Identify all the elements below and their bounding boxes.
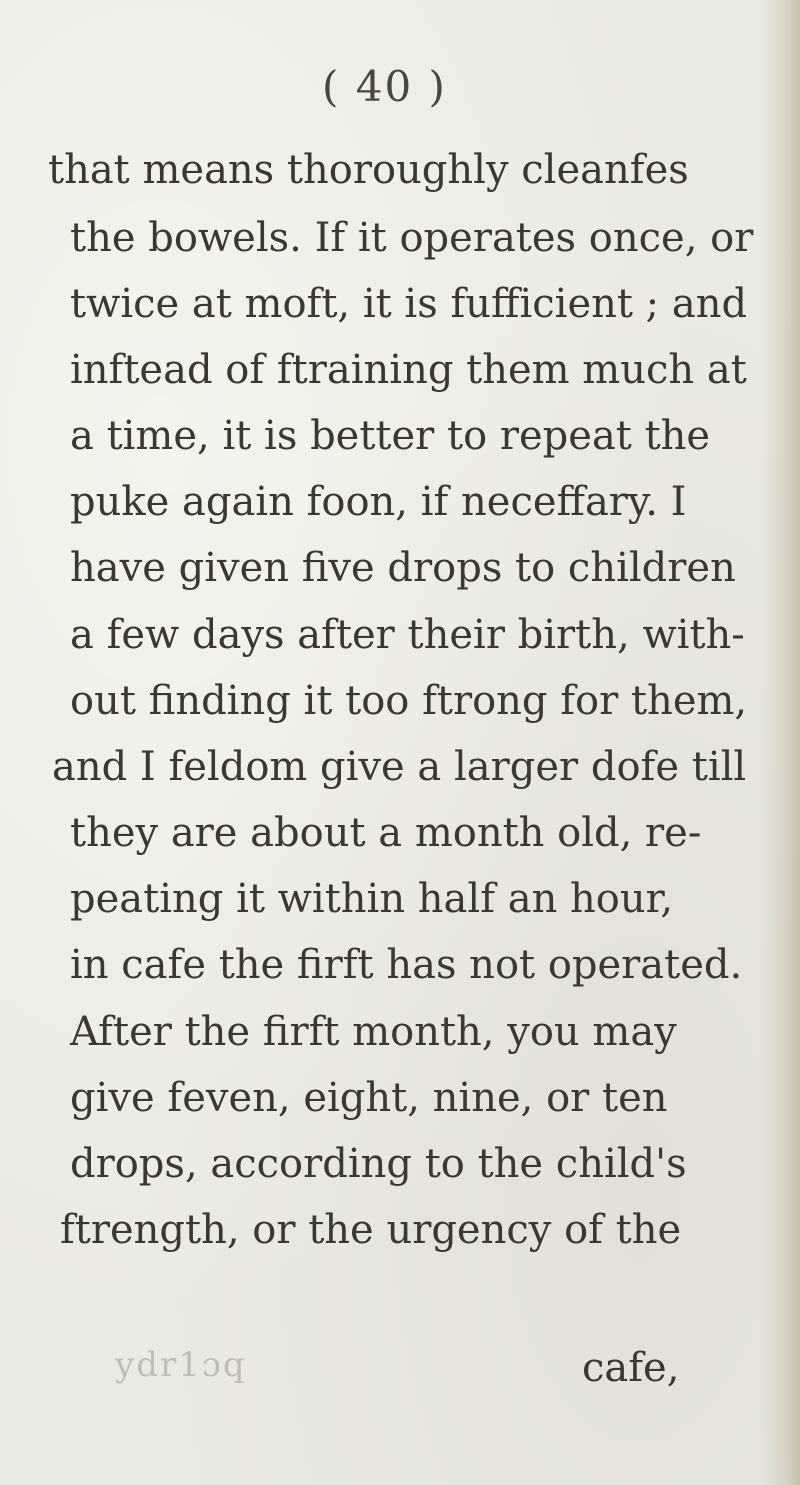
text-line: a time, it is better to repeat the [70,413,711,459]
page-edge-shadow [760,0,800,1485]
text-line: the bowels. If it operates once, or [70,215,754,261]
text-line: a few days after their birth, with- [70,612,745,658]
text-line: have given five drops to children [70,545,736,591]
page-number: ( 40 ) [322,62,447,111]
text-line: drops, according to the child's [70,1141,687,1187]
bleed-through-text: ydr1ɔq [115,1345,247,1385]
text-line: and I feldom give a larger dofe till [52,744,747,790]
text-line: that means thoroughly cleanfes [48,147,689,193]
text-line: in cafe the firft has not operated. [70,942,743,988]
text-line: After the firft month, you may [70,1009,677,1055]
text-line: peating it within half an hour, [70,876,674,922]
text-line: they are about a month old, re- [70,810,702,856]
text-line: give feven, eight, nine, or ten [70,1075,668,1121]
text-line: ftrength, or the urgency of the [60,1207,682,1253]
text-line: inftead of ftraining them much at [70,347,747,393]
text-line: twice at moft, it is fufficient ; and [70,281,748,327]
catchword: cafe, [582,1345,680,1391]
text-line: out finding it too ftrong for them, [70,678,748,724]
text-line: puke again foon, if neceffary. I [70,479,687,525]
